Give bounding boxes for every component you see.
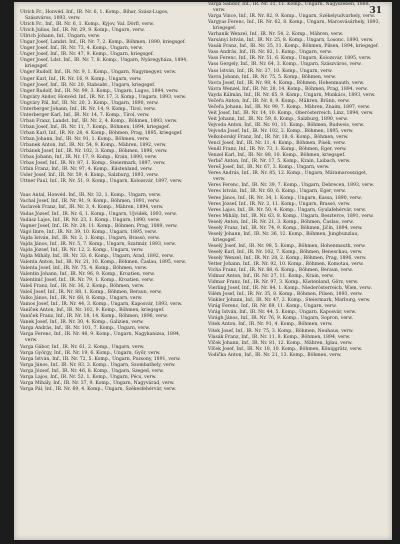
list-entry: Verbič Anton, Inf., IR. Nr. 17, 5. Komp., Krain, Laibach, verw.	[208, 159, 351, 165]
list-entry: Vass Ferenc, Inf., IR. Nr. 51, 6. Komp., Ungarn, Kolozsvár, 1895, verw.	[208, 56, 372, 62]
list-entry: Vamos Josef, Inf., IR. Nr. 44, 3. Komp., Ungarn, Kaposvár, 1893, verw.	[20, 302, 183, 308]
list-entry: Večeřa Anton, Inf., IR. Nr. 8, 9. Komp., Mähren, Brünn, verw.	[208, 98, 350, 104]
list-entry: Virág István, Inf., IR. Nr. 44, 5. Komp., Ungarn, Kaposvár, verw.	[208, 310, 357, 316]
list-entry: Vidmar Anton, Inf., IR. Nr. 27, 11. Komp., Krain, verw.	[208, 274, 335, 280]
list-entry: Veres János, Inf., IR. Nr. 34, 1. Komp., Ungarn, Kassa, 1890, verw.	[208, 195, 362, 201]
list-entry: Vicha Franz, Inf., IR. Nr. 88, 6. Komp., Böhmen, Beraun, verw.	[208, 268, 354, 274]
list-entry: Varhanik Wenzel, Inf., IR. Nr. 54, 2. Komp., Mähren, verw.	[208, 32, 344, 38]
list-entry: Unterberger Karl, Inf., IR. Nr. 14, 7. Komp., Tirol, verw.	[20, 112, 150, 118]
list-entry: Vajda István, Inf., IR. Nr. 2, 1. Komp., Ungarn, Brassó, verw.	[20, 235, 161, 241]
list-entry: Veres Lajos, Inf., IR. Nr. 50, 4. Komp., Ungarn, Gyulafehérvár, verw.	[208, 207, 367, 213]
list-entry: Vávra Wenzel, Inf., IR. Nr. 28, 14. Komp., Böhmen, Prag, 1894, verw.	[208, 86, 368, 92]
list-entry: Veit Johann, Inf., IR. Nr. 59, 8. Komp., Salzburg, 1890, verw.	[208, 116, 349, 122]
list-entry: Vass András, Inf., IR. Nr. 82, 1. Komp., Ungarn, verw.	[208, 50, 333, 56]
list-entry: Varga István, Inf., IR. Nr. 72, 5. Komp., Ungarn, Pozsony, 1891, verw.	[20, 356, 181, 362]
list-entry: Veselý Karl, Inf., IR. Nr. 102, 7. Komp., Böhmen, Beneschau, verw.	[208, 249, 363, 255]
list-entry: Vlasák Franz, Inf., IR. Nr. 11, 8. Komp., Böhmen, 1894, verw.	[208, 334, 351, 340]
list-entry: Vaas Antal, Honvéd. Inf., IR. Nr. 32, 1. Komp., Ungarn, verw.	[20, 193, 162, 199]
list-entry: Valentinić Josef, Inf., IR. Nr. 79, 1. Komp., Kroatien, verw.	[20, 278, 154, 284]
list-entry: Vadász Lajos, Inf., IR. Nr. 23, 1. Komp., Ungarn, 1890, verw.	[20, 217, 161, 223]
list-entry: Urban Johann, Inf., IR. Nr. 91, 1. Komp., Böhmen, verw.	[20, 136, 150, 142]
list-entry: Veit Josef, Inf., IR. Nr. 14, 10. Komp., Oberösterreich, Linz, 1894, verw.	[208, 110, 374, 116]
list-entry: Vitek Anton, Inf., IR. Nr. 91, 4. Komp., Böhmen, verw.	[208, 322, 333, 328]
list-entry: Vlček Johann, Inf., IR. Nr. 81, 12. Komp., Mähren, Iglau, verw.	[208, 340, 353, 346]
list-entry: Vendl Franz, Inf., IR. Nr. 73, 1. Komp., Böhmen, Eger, verw.	[208, 147, 347, 153]
list-entry: Varga Vince, Inf., IR. Nr. 82, 9. Komp., Ungarn, Székelyudvarhely, verw.	[208, 14, 375, 20]
list-entry: Vodička Anton, Inf., IR. Nr. 21, 13. Komp., Böhmen, verw.	[208, 352, 342, 358]
list-entry: Vanek Josef, Inf., IR. Nr. 30, 4. Komp., Galizien, verw.	[20, 320, 144, 326]
list-entry: Valenta Anton, Inf., IR. Nr. 21, 10. Komp., Böhmen, Časlau, 1895, verw.	[20, 259, 187, 265]
list-entry: Vayda Kálmán, Inf., IR. Nr. 65, 9. Komp., Ungarn, Munkács, 1893, verw.	[208, 92, 376, 98]
list-entry: Veres Ferenc, Inf., IR. Nr. 39, 7. Komp., Ungarn, Debrecen, 1893, verw.	[208, 183, 375, 189]
list-entry: Ulrich Julius, Inf., IR. Nr. 29, 9. Komp., Ungarn, verw.	[20, 28, 145, 34]
list-entry: Usler Josef, Inf., IR. Nr. 59, 4. Komp., Salzburg, 1893, verw.	[20, 173, 159, 179]
list-entry: Vass Gergely, Inf., IR. Nr. 64, 3. Komp., Ungarn, Szászváros, verw.	[208, 62, 362, 68]
list-entry: Urbanek Anton, Inf., IR. Nr. 54, 9. Komp., Mähren, 1892, verw.	[20, 143, 167, 149]
list-entry: Vachal Josef, Inf., IR. Nr. 91, 9. Komp., Böhmen, 1891, verw.	[20, 199, 160, 205]
list-entry: Veselý Josef, Inf., IR. Nr. 98, 5. Komp., Böhmen, Hohenmauth, verw.	[208, 243, 366, 249]
list-entry: Urbas Johann, Inf., IR. Nr. 17, 9. Komp., Krain, 1890, verw.	[20, 155, 158, 161]
list-entry: Varsányi István, Inf., IR. Nr. 25, 8. Komp., Ungarn, Losonc, 1890, verw.	[208, 38, 374, 44]
list-entry: Vajda József, Inf., IR. Nr. 12, 2. Komp., Ungarn, verw.	[20, 247, 144, 253]
list-entry: Unger Karl, Inf., IR. Nr. 16, 9. Komp., Ungarn, verw.	[20, 76, 142, 82]
list-entry: Veres Mihály, Inf., IR. Nr. 63, 8. Komp., Ungarn, Beszterce, 1891, verw.	[208, 213, 374, 219]
list-entry: Vinkler Johann, Inf., IR. Nr. 47, 2. Komp., Steiermark, Marburg, verw.	[208, 298, 371, 304]
list-entry: Veres József, Inf., IR. Nr. 2, 11. Komp., Ungarn, Brassó, verw.	[208, 201, 351, 207]
list-entry: Vencl Josef, Inf., IR. Nr. 11, 4. Komp., Böhmen, Písek, verw.	[208, 141, 346, 147]
list-entry: Unger Josef, Ldst. Inf., IR. Nr. 7, 8. Komp., Ungarn, Nyáregyháza, 1894, kriegsgef.	[20, 58, 188, 70]
page-number: 31	[369, 6, 382, 16]
list-entry: Varga András, Inf., IR. Nr. 101, 7. Komp., Ungarn, verw.	[20, 326, 151, 332]
list-entry: Urban Josef, Inf., IR. Nr. 11, 7. Komp., Böhmen, 1894, kriegsgef.	[20, 124, 170, 130]
list-entry: Varga János, Inf., IR. Nr. 83, 3. Komp., Ungarn, Szombathely, verw.	[20, 362, 176, 368]
list-entry: Varga Mihály, Inf., IR. Nr. 37, 9. Komp., Ungarn, Nagyvárad, verw.	[20, 380, 175, 386]
list-entry: Veselý Wenzel, Inf., IR. Nr. 28, 2. Komp., Böhmen, Prag, 1896, verw.	[208, 255, 367, 261]
document-page	[14, 2, 392, 540]
list-entry: Vetter Johann, Inf., IR. Nr. 92, 10. Komp., Böhmen, Komotau, verw.	[208, 262, 364, 268]
list-entry: Vejvoda Anton, Inf., IR. Nr. 91, 11. Komp., Böhmen, Budweis, verw.	[208, 122, 365, 128]
list-entry: Urbin Franz, Inf., IR. Nr. 97, 4. Komp., Küstenland, verw.	[20, 167, 153, 173]
list-entry: Velkoborský Franz, Inf., IR. Nr. 18, 6. Komp., Böhmen, verw.	[208, 135, 349, 141]
left-column-block-1	[20, 10, 192, 185]
list-entry: Vágó Imre, Inf., IR. Nr. 39, 10. Komp., Ungarn, 1895, verw.	[20, 229, 158, 235]
list-entry: Vlček Josef, Inf., IR. Nr. 18, 10. Komp., Böhmen, Königgrätz, verw.	[208, 346, 363, 352]
list-entry: Unterberger Johann, Inf., IR. Nr. 14, 9. Komp., Tirol, verw.	[20, 106, 157, 112]
list-entry: Varga Lajos, Inf., IR. Nr. 52, 1. Komp., Ungarn, Pécs, verw.	[20, 374, 157, 380]
right-column	[208, 2, 380, 359]
list-entry: Veres István, Inf., IR. Nr. 60, 6. Komp., Ungarn, Eger, verw.	[208, 189, 347, 195]
list-entry: Virágh János, Inf., IR. Nr. 76, 9. Komp., Ungarn, Sopron, verw.	[208, 316, 354, 322]
list-entry: Varga György, Inf., IR. Nr. 19, 6. Komp., Ungarn, Győr, verw.	[20, 350, 161, 356]
list-entry: Unger Rudolf, Inf., IR. Nr. 9, 1. Komp., Ungarn, Nagymegyer, verw.	[20, 70, 177, 76]
list-entry: Vajda Mihály, Inf., IR. Nr. 33, 6. Komp., Ungarn, Arad, 1892, verw.	[20, 253, 174, 259]
list-entry: Unger Josef, Inf., IR. Nr. 20, Stabsabt., Ungarn, kriegsgef.	[20, 82, 156, 88]
list-entry: Vitek Josef, Inf., IR. Nr. 75, 3. Komp., Böhmen, Neuhaus, verw.	[208, 328, 354, 334]
list-entry: Vasák Franz, Inf., IR. Nr. 35, 11. Komp., Böhmen, Pilsen, 1894, kriegsgef.	[208, 44, 379, 50]
list-entry: Ullrich Johann, Inf., Ungarn, verw.	[20, 34, 101, 40]
list-entry: Vejvoda Josef, Inf., IR. Nr. 102, 2. Komp., Böhmen, 1895, verw.	[208, 128, 354, 134]
list-entry: Vadas József, Inf., IR. Nr. 6, 1. Komp., Ungarn, Ujvidék, 1893, verw.	[20, 211, 177, 217]
list-entry: Vargyas Ferenc, Inf., IR. Nr. 62, 8. Komp., Ungarn, Marosvásárhely, 1893, kriegsgef.	[208, 20, 380, 32]
list-entry: Vaníček Anton, Inf., IR. Nr. 102, 9. Komp., Böhmen, kriegsgef.	[20, 308, 165, 314]
list-entry: Valenta Josef, Inf., IR. Nr. 75, 4. Komp., Böhmen, verw.	[20, 265, 148, 271]
list-entry: Ulrich Fr., Inf., IR. Nr. 6, 1. Komp., Kyjov, Val. Dörfl, verw.	[20, 22, 155, 28]
list-entry: Veselý Franz, Inf., IR. Nr. 74, 9. Komp., Böhmen, Jičín, 1894, verw.	[208, 225, 363, 231]
list-entry: Vilém Josef, Inf., IR. Nr. 35, 8. Komp., Böhmen, Pilsen, 1893, verw.	[208, 292, 363, 298]
list-entry: Ulrich Fr., Honvéd. Inf., IR. Nr. 6, 1. Komp., Bihar, Szász-Lugos, Szászváros, 1893, verw.	[20, 10, 169, 22]
list-entry: Unger Josef, Inf., IR. Nr. 73, 4. Komp., Ungarn, verw.	[20, 46, 144, 52]
list-entry: Vajda János, Inf., IR. Nr. 5, 7. Komp., Ungarn, Szatmár, 1893, verw.	[20, 241, 177, 247]
list-entry: Valeš Josef, Inf., IR. Nr. 88, 1. Komp., Böhmen, Beraun, verw.	[20, 290, 162, 296]
list-entry: Valentin Johann, Inf., IR. Nr. 96, 9. Komp., Kroatien, verw.	[20, 271, 155, 277]
list-entry: Valeš Franz, Inf., IR. Nr. 36, 2. Komp., Böhmen, verw.	[20, 284, 145, 290]
list-entry: Veselý Anton, Inf., IR. Nr. 21, 3. Komp., Böhmen, Časlau, verw.	[208, 219, 354, 225]
list-entry: Unger Rudolf, Inf., IR. Nr. 99, 3. Komp., Ungarn, Lugos, 1894, verw.	[20, 88, 179, 94]
list-entry: Vierling Josef, Inf., IR. Nr. 84, 1. Komp., Niederösterreich, Wien, verw.	[208, 286, 372, 292]
list-entry: Ungar Josef, Landst. Inf., IR. Nr. 7, 2. Komp., Böhmen, 1890, kriegsgef.	[20, 40, 186, 46]
right-column-block	[208, 2, 380, 359]
list-entry: Vereš Josef, Inf., IR. Nr. 67, 3. Komp., Ungarn, verw.	[208, 165, 330, 171]
list-entry: Venzel Karl, Inf., IR. Nr. 88, 10. Komp., Böhmen, kriegsgef.	[208, 153, 346, 159]
list-entry: Ungváry Andor, Honvéd. Inf., IR. Nr. 17, 3. Komp., Ungarn, 1893, verw.	[20, 94, 187, 100]
list-entry: Vavra Johann, Inf., IR. Nr. 75, 5. Komp., Böhmen, verw.	[208, 74, 337, 80]
list-entry: Varga József, Inf., IR. Nr. 46, 8. Komp., Ungarn, Szeged, verw.	[20, 368, 165, 374]
list-entry: Vagner Josef, Inf., IR. Nr. 28, 11. Komp., Böhmen, Prag, 1889, verw.	[20, 223, 178, 229]
list-entry: Ungváry Pál, Inf., IR. Nr. 20, 3. Komp., Ungarn, 1890, verw.	[20, 100, 159, 106]
list-entry: Urban Karl, Inf., IR. Nr. 28, 4. Komp., Böhmen, Prag, 1895, kriegsgef.	[20, 130, 183, 136]
list-entry: Unger Josef, Inf., IR. Nr. 47, 9. Komp., Ungarn, kriegsgef.	[20, 52, 154, 58]
list-entry: Varga Ferenc, Inf., IR. Nr. 48, 9. Komp., Ungarn, Nagykanizsa, 1894, verw.	[20, 332, 181, 344]
list-entry: Urbánek Josef, Inf., IR. Nr. 102, 3. Komp., Böhmen, 1896, verw.	[20, 149, 168, 155]
left-column	[20, 10, 192, 393]
list-entry: Urbas Josef, Inf., IR. Nr. 87, 1. Komp., Steiermark, 1897, verw.	[20, 161, 166, 167]
list-entry: Uttner Paul, Inf., IR. Nr. 51, 9. Komp., Ungarn, Kolozsvár, 1897, verw.	[20, 179, 183, 185]
list-entry: Vidmar Franz, Inf., IR. Nr. 97, 3. Komp., Küstenland, Görz, verw.	[208, 280, 359, 286]
list-entry: Vaniček Franz, Inf., IR. Nr. 18, 14. Komp., Böhmen, 1896, verw.	[20, 314, 168, 320]
list-entry: Varga Pál, Inf., IR. Nr. 69, 4. Komp., Ungarn, Székesfehérvár, verw.	[20, 386, 177, 392]
list-entry: Varga Sándor, Inf., IR. Nr. 31, 11. Komp., Ungarn, Nagyszeben, 1888, verw.	[208, 2, 370, 14]
left-column-block-2	[20, 193, 192, 393]
list-entry: Urban Franz, Landst. Inf., IR. Nr. 2, 4. Komp., Böhmen, 1893, verw.	[20, 118, 178, 124]
list-entry: Vaclavek Franz, Inf., IR. Nr. 3, 4. Komp., Mähren, 1894, verw.	[20, 205, 164, 211]
list-entry: Veres András, Inf., IR. Nr. 85, 12. Komp., Ungarn, Máramarossziget, verw.	[208, 171, 368, 183]
list-entry: Valko János, Inf., IR. Nr. 68, 8. Komp., Ungarn, verw.	[20, 296, 143, 302]
list-entry: Večeřa Johann, Inf., IR. Nr. 99, 7. Komp., Mähren, Znaim, 1897, verw.	[208, 104, 371, 110]
list-entry: Virág Ferenc, Inf., IR. Nr. 69, 11. Komp., Ungarn, verw.	[208, 304, 337, 310]
list-entry: Vavra Josef, Inf., IR. Nr. 98, 4. Komp., Böhmen, Hohenmauth, verw.	[208, 80, 365, 86]
list-entry: Veselý Johann, Inf., IR. Nr. 36, 12. Komp., Böhmen, Jungbunzlau, kriegsgef.	[208, 231, 359, 243]
list-entry: Varga Gábor, Inf., IR. Nr. 61, 2. Komp., Ungarn, verw.	[20, 344, 145, 350]
list-entry: Vass István, Inf., IR. Nr. 37, 10. Komp., Ungarn, verw.	[208, 68, 333, 74]
